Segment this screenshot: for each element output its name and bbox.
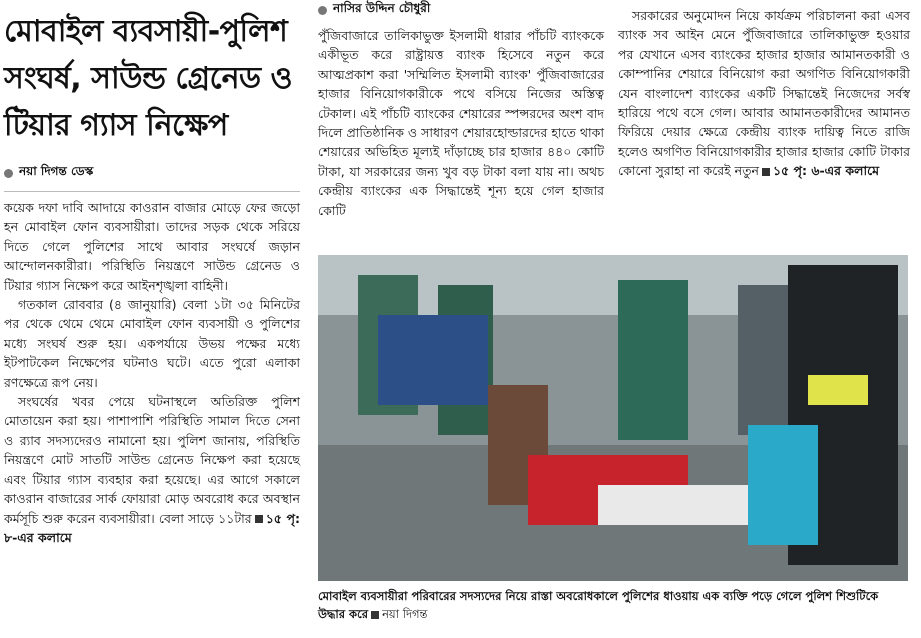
headline-line: সংঘর্ষ, সাউন্ড গ্রেনেড ও (4, 61, 293, 96)
continuation-jump: ১৫ পৃ: ৬-এর কলামে (772, 163, 880, 179)
article-body (4, 198, 300, 547)
article-body (618, 6, 910, 181)
photo-caption (318, 587, 908, 623)
article-body (318, 26, 604, 220)
continuation-jump: ১৫ পৃ: ৮-এর কলামে (4, 510, 300, 545)
headline-line: টিয়ার গ্যাস নিক্ষেপ (4, 108, 228, 143)
divider (4, 191, 300, 192)
headline (4, 8, 300, 149)
bullet-dot-icon (4, 169, 13, 178)
paragraph (618, 6, 910, 181)
byline-text: নয়া দিগন্ত ডেস্ক (19, 164, 94, 178)
lead-article (4, 0, 300, 547)
square-marker-icon (762, 168, 770, 176)
paragraph-text: সরকারের অনুমোদন নিয়ে কার্যক্রম পরিচালনা করা এসব ব্যাংক সব আইন মেনে পুঁজিবাজারে তালিকাভুক্ত হওয়ার পর যেখানে এসব ব্যাংকের হাজার হাজার আমানতকারী ও কোম্পানির শেয়ারে বিনিয়োগ করা অগণিত বিনিয়োগকারী যেন বাংলাদেশ ব্যাংকের একটি সিদ্ধান্তেই নিজেদের সর্বস্ব হারিয়ে পথে বসে গেল। আবার আমানতকারীদের আমানত ফিরিয়ে দেয়ার ক্ষেত্রে কেন্দ্রীয় ব্যাংক দায়িত্ব নিতে রাজি হলেও অগণিত বিনিয়োগকারীর হাজার হাজার কোটি টাকার কোনো সুরাহা না করেই নতুন (618, 8, 910, 179)
paragraph (4, 392, 300, 547)
paragraph: পুঁজিবাজারে তালিকাভুক্ত ইসলামী ধারার পাঁচটি ব্যাংককে একীভূত করে রাষ্ট্রায়ত্ত ব্যাংক হিসেবে নতুন করে আত্মপ্রকাশ করা 'সম্মিলিত ইসলামী ব্যাংক' পুঁজিবাজারের হাজার বিনিয়োগকারীকে পথে বসিয়ে নিজের অস্তিত্ব টেকাল। এই পাঁচটি ব্যাংকের শেয়ারের স্পন্সরদের অংশ বাদ দিলে প্রাতিষ্ঠানিক ও সাধারণ শেয়ারহোল্ডারদের হাতে থাকা শেয়ারের অভিহিত মূল্যই দাঁড়াচ্ছে চার হাজার ৪৪০ কোটি টাকা, যা সরকারের জন্য খুব বড় টাকা বলা যায় না। অথচ কেন্দ্রীয় ব্যাংকের এক সিদ্ধান্তেই শূন্য হয়ে গেল হাজার কোটি (318, 28, 604, 218)
paragraph: গতকাল রোববার (৪ জানুয়ারি) বেলা ১টা ৩৫ মিনিটের পর থেকে থেমে থেমে মোবাইল ফোন ব্যবসায়ী ও পুলিশের মধ্যে সংঘর্ষ শুরু হয়। একপর্যায়ে উভয় পক্ষের মধ্যে ইটপাটকেল নিক্ষেপের ঘটনাও ঘটে। এতে পুরো এলাকা রণক্ষেত্রে রূপ নেয়। (4, 297, 300, 390)
byline-text: নাসির উদ্দিন চৌধুরী (333, 1, 431, 15)
news-photo-block (318, 255, 908, 623)
caption-text: মোবাইল ব্যবসায়ীরা পরিবারের সদস্যদের নিয়ে রাস্তা অবরোধকালে পুলিশের ধাওয়ায় এক ব্যক্তি পড়ে গেলে পুলিশ শিশুটিকে উদ্ধার করে (318, 589, 879, 621)
square-marker-icon (371, 611, 379, 619)
byline (4, 163, 300, 183)
square-marker-icon (255, 515, 263, 523)
paragraph-text: সংঘর্ষের খবর পেয়ে ঘটনাস্থলে অতিরিক্ত পুলিশ মোতায়েন করা হয়। পাশাপাশি পরিস্থিতি সামাল দিতে সেনা ও র‍্যাব সদস্যদেরও নামানো হয়। পুলিশ জানায়, পরিস্থিতি নিয়ন্ত্রণে মোট সাতটি সাউন্ড গ্রেনেড নিক্ষেপ করা হয়েছে এবং টিয়ার গ্যাস ব্যবহার করা হয়েছে। এর আগে সকালে কাওরান বাজারের সার্ক ফোয়ারা মোড় অবরোধ করে অবস্থান কর্মসূচি শুরু করেন ব্যবসায়ীরা। বেলা সাড়ে ১১টার (4, 394, 300, 526)
photo-credit: নয়া দিগন্ত (382, 607, 428, 621)
headline-line: মোবাইল ব্যবসায়ী-পুলিশ (4, 14, 288, 49)
second-article (318, 0, 604, 220)
news-photo (318, 255, 908, 581)
second-article-continued (618, 0, 910, 181)
paragraph: কয়েক দফা দাবি আদায়ে কাওরান বাজার মোড়ে ফের জড়ো হন মোবাইল ফোন ব্যবসায়ীরা। তাদের সড়ক থেকে সরিয়ে দিতে গেলে পুলিশের সাথে আবার সংঘর্ষে জড়ান আন্দোলনকারীরা। পরিস্থিতি নিয়ন্ত্রণে সাউন্ড গ্রেনেড ও টিয়ার গ্যাস নিক্ষেপ করে আইনশৃঙ্খলা বাহিনী। (4, 200, 300, 293)
bullet-dot-icon (318, 6, 327, 15)
byline (318, 0, 604, 20)
